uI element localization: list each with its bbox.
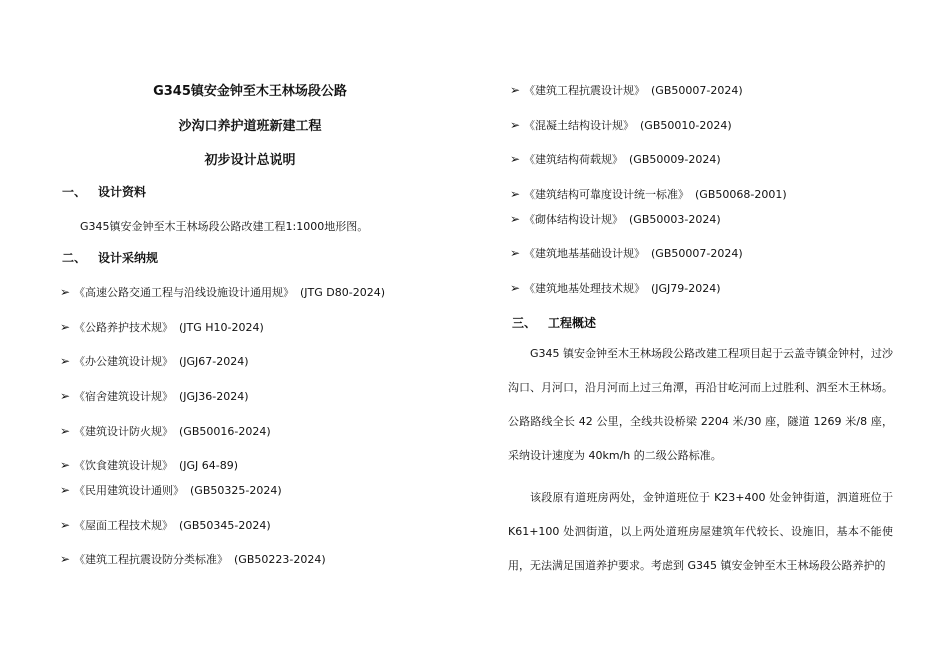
standard-item	[60, 319, 264, 335]
standard-name: 《宿舍建筑设计规》	[74, 390, 173, 403]
standard-name: 《建筑设计防火规》	[74, 425, 173, 438]
standard-item	[510, 186, 787, 202]
standard-item	[60, 423, 271, 439]
arrow-bullet-icon: ➢	[60, 320, 71, 334]
standard-code: (JTG H10-2024)	[179, 320, 264, 334]
arrow-bullet-icon: ➢	[510, 246, 521, 260]
standard-code: (JTG D80-2024)	[300, 285, 385, 299]
standard-code: (JGJ 64-89)	[179, 458, 239, 472]
standard-name: 《屋面工程技术规》	[74, 519, 173, 532]
standard-item	[60, 517, 271, 533]
section-2-title: 设计采纳规	[98, 251, 159, 265]
doc-title-line-1: G345镇安金钟至木王林场段公路	[153, 84, 347, 99]
standard-name: 《建筑工程抗震设计规》	[524, 84, 645, 97]
section-1-number: 一、	[62, 185, 87, 199]
standard-item	[510, 82, 743, 98]
standard-item	[60, 482, 282, 498]
standard-item	[510, 211, 721, 227]
standard-item	[60, 457, 238, 473]
arrow-bullet-icon: ➢	[510, 281, 521, 295]
standard-item	[60, 353, 249, 369]
doc-title-line-3: 初步设计总说明	[204, 153, 296, 168]
doc-title-line-2: 沙沟口养护道班新建工程	[178, 119, 322, 134]
standard-item	[510, 117, 732, 133]
standard-name: 《办公建筑设计规》	[74, 355, 173, 368]
arrow-bullet-icon: ➢	[60, 389, 71, 403]
standard-name: 《建筑结构可靠度设计统一标准》	[524, 188, 689, 201]
standard-code: (GB50007-2024)	[651, 246, 743, 260]
standard-code: (GB50345-2024)	[179, 518, 271, 532]
arrow-bullet-icon: ➢	[510, 118, 521, 132]
standard-name: 《建筑地基基础设计规》	[524, 247, 645, 260]
standard-item	[60, 284, 385, 300]
overview-paragraph-2: 该段原有道班房两处，金钟道班位于 K23+400 处金钟街道，泗道班位于 K61+100 处泗街道，以上两处道班房屋建筑年代较长、设施旧，基本不能使用，无法满足国道养护要求。考虑到 G345 镇安金钟至木王林场段公路养护的	[508, 491, 893, 572]
standard-name: 《建筑工程抗震设防分类标准》	[74, 553, 228, 566]
standard-name: 《混凝土结构设计规》	[524, 119, 634, 132]
standard-name: 《公路养护技术规》	[74, 321, 173, 334]
standard-code: (JGJ67-2024)	[179, 354, 249, 368]
standard-name: 《砌体结构设计规》	[524, 213, 623, 226]
standard-name: 《建筑地基处理技术规》	[524, 282, 645, 295]
standard-code: (GB50007-2024)	[651, 83, 743, 97]
arrow-bullet-icon: ➢	[510, 152, 521, 166]
standard-item	[60, 388, 249, 404]
standard-code: (GB50010-2024)	[640, 118, 732, 132]
arrow-bullet-icon: ➢	[60, 458, 71, 472]
standard-code: (GB50003-2024)	[629, 212, 721, 226]
section-1-heading	[62, 183, 146, 200]
arrow-bullet-icon: ➢	[60, 424, 71, 438]
arrow-bullet-icon: ➢	[510, 83, 521, 97]
standard-name: 《建筑结构荷载规》	[524, 153, 623, 166]
standard-code: (GB50016-2024)	[179, 424, 271, 438]
standard-code: (GB50009-2024)	[629, 152, 721, 166]
standard-name: 《高速公路交通工程与沿线设施设计通用规》	[74, 286, 294, 299]
standard-item	[510, 151, 721, 167]
standard-code: (GB50223-2024)	[234, 552, 326, 566]
section-2-number: 二、	[62, 251, 87, 265]
arrow-bullet-icon: ➢	[510, 212, 521, 226]
standard-code: (GB50325-2024)	[190, 483, 282, 497]
arrow-bullet-icon: ➢	[60, 552, 71, 566]
section-3-number: 三、	[512, 316, 537, 330]
section-1-text: G345镇安金钟至木王林场段公路改建工程1:1000地形图。	[80, 220, 369, 233]
arrow-bullet-icon: ➢	[60, 483, 71, 497]
standard-name: 《饮食建筑设计规》	[74, 459, 173, 472]
section-3-title: 工程概述	[548, 316, 597, 330]
arrow-bullet-icon: ➢	[60, 354, 71, 368]
standard-name: 《民用建筑设计通则》	[74, 484, 184, 497]
arrow-bullet-icon: ➢	[510, 187, 521, 201]
standard-code: (JGJ36-2024)	[179, 389, 249, 403]
overview-paragraph-1: G345 镇安金钟至木王林场段公路改建工程项目起于云盖寺镇金钟村，过沙沟口、月河口，沿月河而上过三角潭，再沿甘屹河而上过胜利、泗至木王林场。公路路线全长 42 公里，全线共设桥梁 2204 米/30 座，隧道 1269 米/8 座，采纳设计速度为 40km/h 的二级公路标准。	[508, 347, 894, 462]
arrow-bullet-icon: ➢	[60, 285, 71, 299]
standard-item	[510, 245, 743, 261]
section-2-heading	[62, 249, 158, 266]
section-3-heading	[512, 314, 596, 331]
standard-code: (JGJ79-2024)	[651, 281, 721, 295]
standard-item	[60, 551, 326, 567]
section-1-title: 设计资料	[98, 185, 147, 199]
standard-item	[510, 280, 721, 296]
standard-code: (GB50068-2001)	[695, 187, 787, 201]
arrow-bullet-icon: ➢	[60, 518, 71, 532]
